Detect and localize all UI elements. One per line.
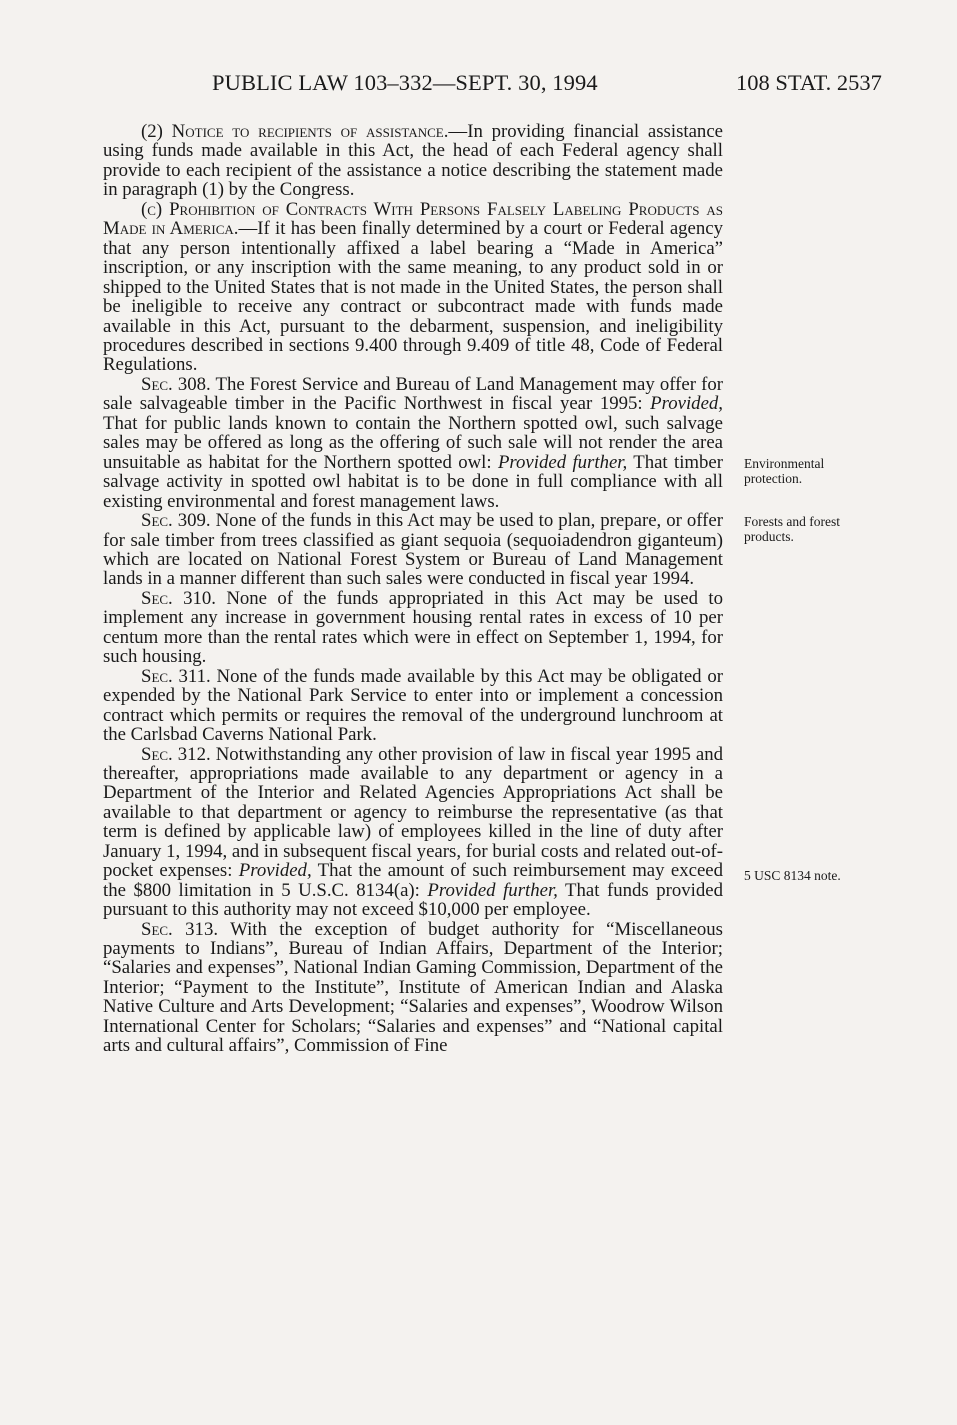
proviso: Provided, (650, 393, 723, 415)
section-313 (103, 920, 723, 1056)
paragraph-prohibition (103, 200, 723, 375)
section-label: Sec. 308. (141, 373, 211, 395)
section-312 (103, 745, 723, 920)
section-label: Sec. 313. (141, 918, 219, 940)
margin-note-forests: Forests and forest products. (744, 514, 840, 544)
section-text: None of the funds made available by this Act may be obligated or expended by the National Park Service to enter into or implement a concession contract which permits or requires the removal of the underground lunchroom at the Carlsbad Caverns National Park. (103, 665, 723, 746)
section-text: None of the funds in this Act may be used to plan, prepare, or offer for sale timber from trees classified as giant sequoia (sequoiadendron giganteum) which are located on National Forest System or Bureau of Land Management lands in a manner different than such sales were conducted in fiscal year 1994. (103, 510, 723, 590)
section-text: That the amount of such reimbursement may exceed the $800 limitation in 5 U.S.C. 8134(a): (103, 860, 724, 901)
proviso: Provided further, (427, 879, 558, 901)
section-308 (103, 375, 723, 511)
section-310 (103, 589, 723, 667)
paragraph-text: —If it has been finally determined by a court or Federal agency that any person intentionally affixed a label bearing a “Made in America” inscription, or any inscription with the same meaning, to any product sold in or shipped to the United States that is not made in the United States, the person shall be ineligible to receive any contract or subcontract made with funds made available in this Act, pursuant to the debarment, suspension, and ineligibility procedures described in sections 9.400 through 9.409 of title 48, Code of Federal Regulations. (103, 218, 724, 376)
paragraph-notice-recipients (103, 122, 723, 200)
page-header-title: PUBLIC LAW 103–332—SEPT. 30, 1994 (212, 70, 598, 95)
page-header-stat: 108 STAT. 2537 (736, 70, 882, 95)
section-311 (103, 667, 723, 745)
margin-note-usc: 5 USC 8134 note. (744, 868, 841, 883)
section-label: Sec. 309. (141, 510, 211, 532)
section-text: That for public lands known to contain the Northern spotted owl, such salvage sales may be offered as long as the offering of such sale will not render the area unsuitable as habitat for the Northern spotted owl: (103, 412, 723, 473)
section-label: Sec. 310. (141, 587, 216, 609)
paragraph-heading: (c) Prohibition of Contracts With Persons Falsely Labeling Products as Made in America. (103, 198, 723, 240)
proviso: Provided, (238, 860, 312, 882)
section-label: Sec. 312. (141, 743, 211, 765)
section-text: None of the funds appropriated in this Act may be used to implement any increase in government housing rental rates in excess of 10 per centum more than the rental rates which were in effect on September 1, 1994, for such housing. (103, 587, 723, 668)
section-label: Sec. 311. (141, 665, 211, 687)
body-text (103, 122, 723, 1056)
section-309 (103, 511, 723, 589)
section-text: Notwithstanding any other provision of law in fiscal year 1995 and thereafter, appropriations made available to any department or agency in a Department of the Interior and Related Agencies Appropriations Act shall be available to that department or agency to reimburse the representative (as that term is defined by applicable law) of employees killed in the line of duty after January 1, 1994, and in subsequent fiscal years, for burial costs and related out-of-pocket expenses: (103, 743, 723, 882)
margin-note-environmental: Environmental protection. (744, 456, 825, 486)
section-text: The Forest Service and Bureau of Land Management may offer for sale salvageable timber in the Pacific Northwest in fiscal year 1995: (103, 373, 723, 415)
section-text: With the exception of budget authority for “Miscellaneous payments to Indians”, Bureau of Indian Affairs, Department of the Interior; “Salaries and expenses”, National Indian Gaming Commission, Department of the Interior; “Payment to the Institute”, Institute of American Indian and Alaska Native Culture and Arts Development; “Salaries and expenses”, Woodrow Wilson International Center for Scholars; “Salaries and expenses” and “National capital arts and cultural affairs”, Commission of Fine (103, 918, 723, 1057)
section-text: That timber salvage activity in spotted owl habitat is to be done in full compliance with all existing environmental and forest management laws. (103, 451, 724, 512)
paragraph-heading: (2) Notice to recipients of assistance. (141, 121, 449, 142)
paragraph-text: —In providing financial assistance using funds made available in this Act, the head of each Federal agency shall provide to each recipient of the assistance a notice describing the statement made in paragraph (1) by the Congress. (103, 121, 723, 201)
section-text: That funds provided pursuant to this authority may not exceed $10,000 per employee. (103, 879, 724, 921)
proviso: Provided further, (497, 451, 628, 473)
